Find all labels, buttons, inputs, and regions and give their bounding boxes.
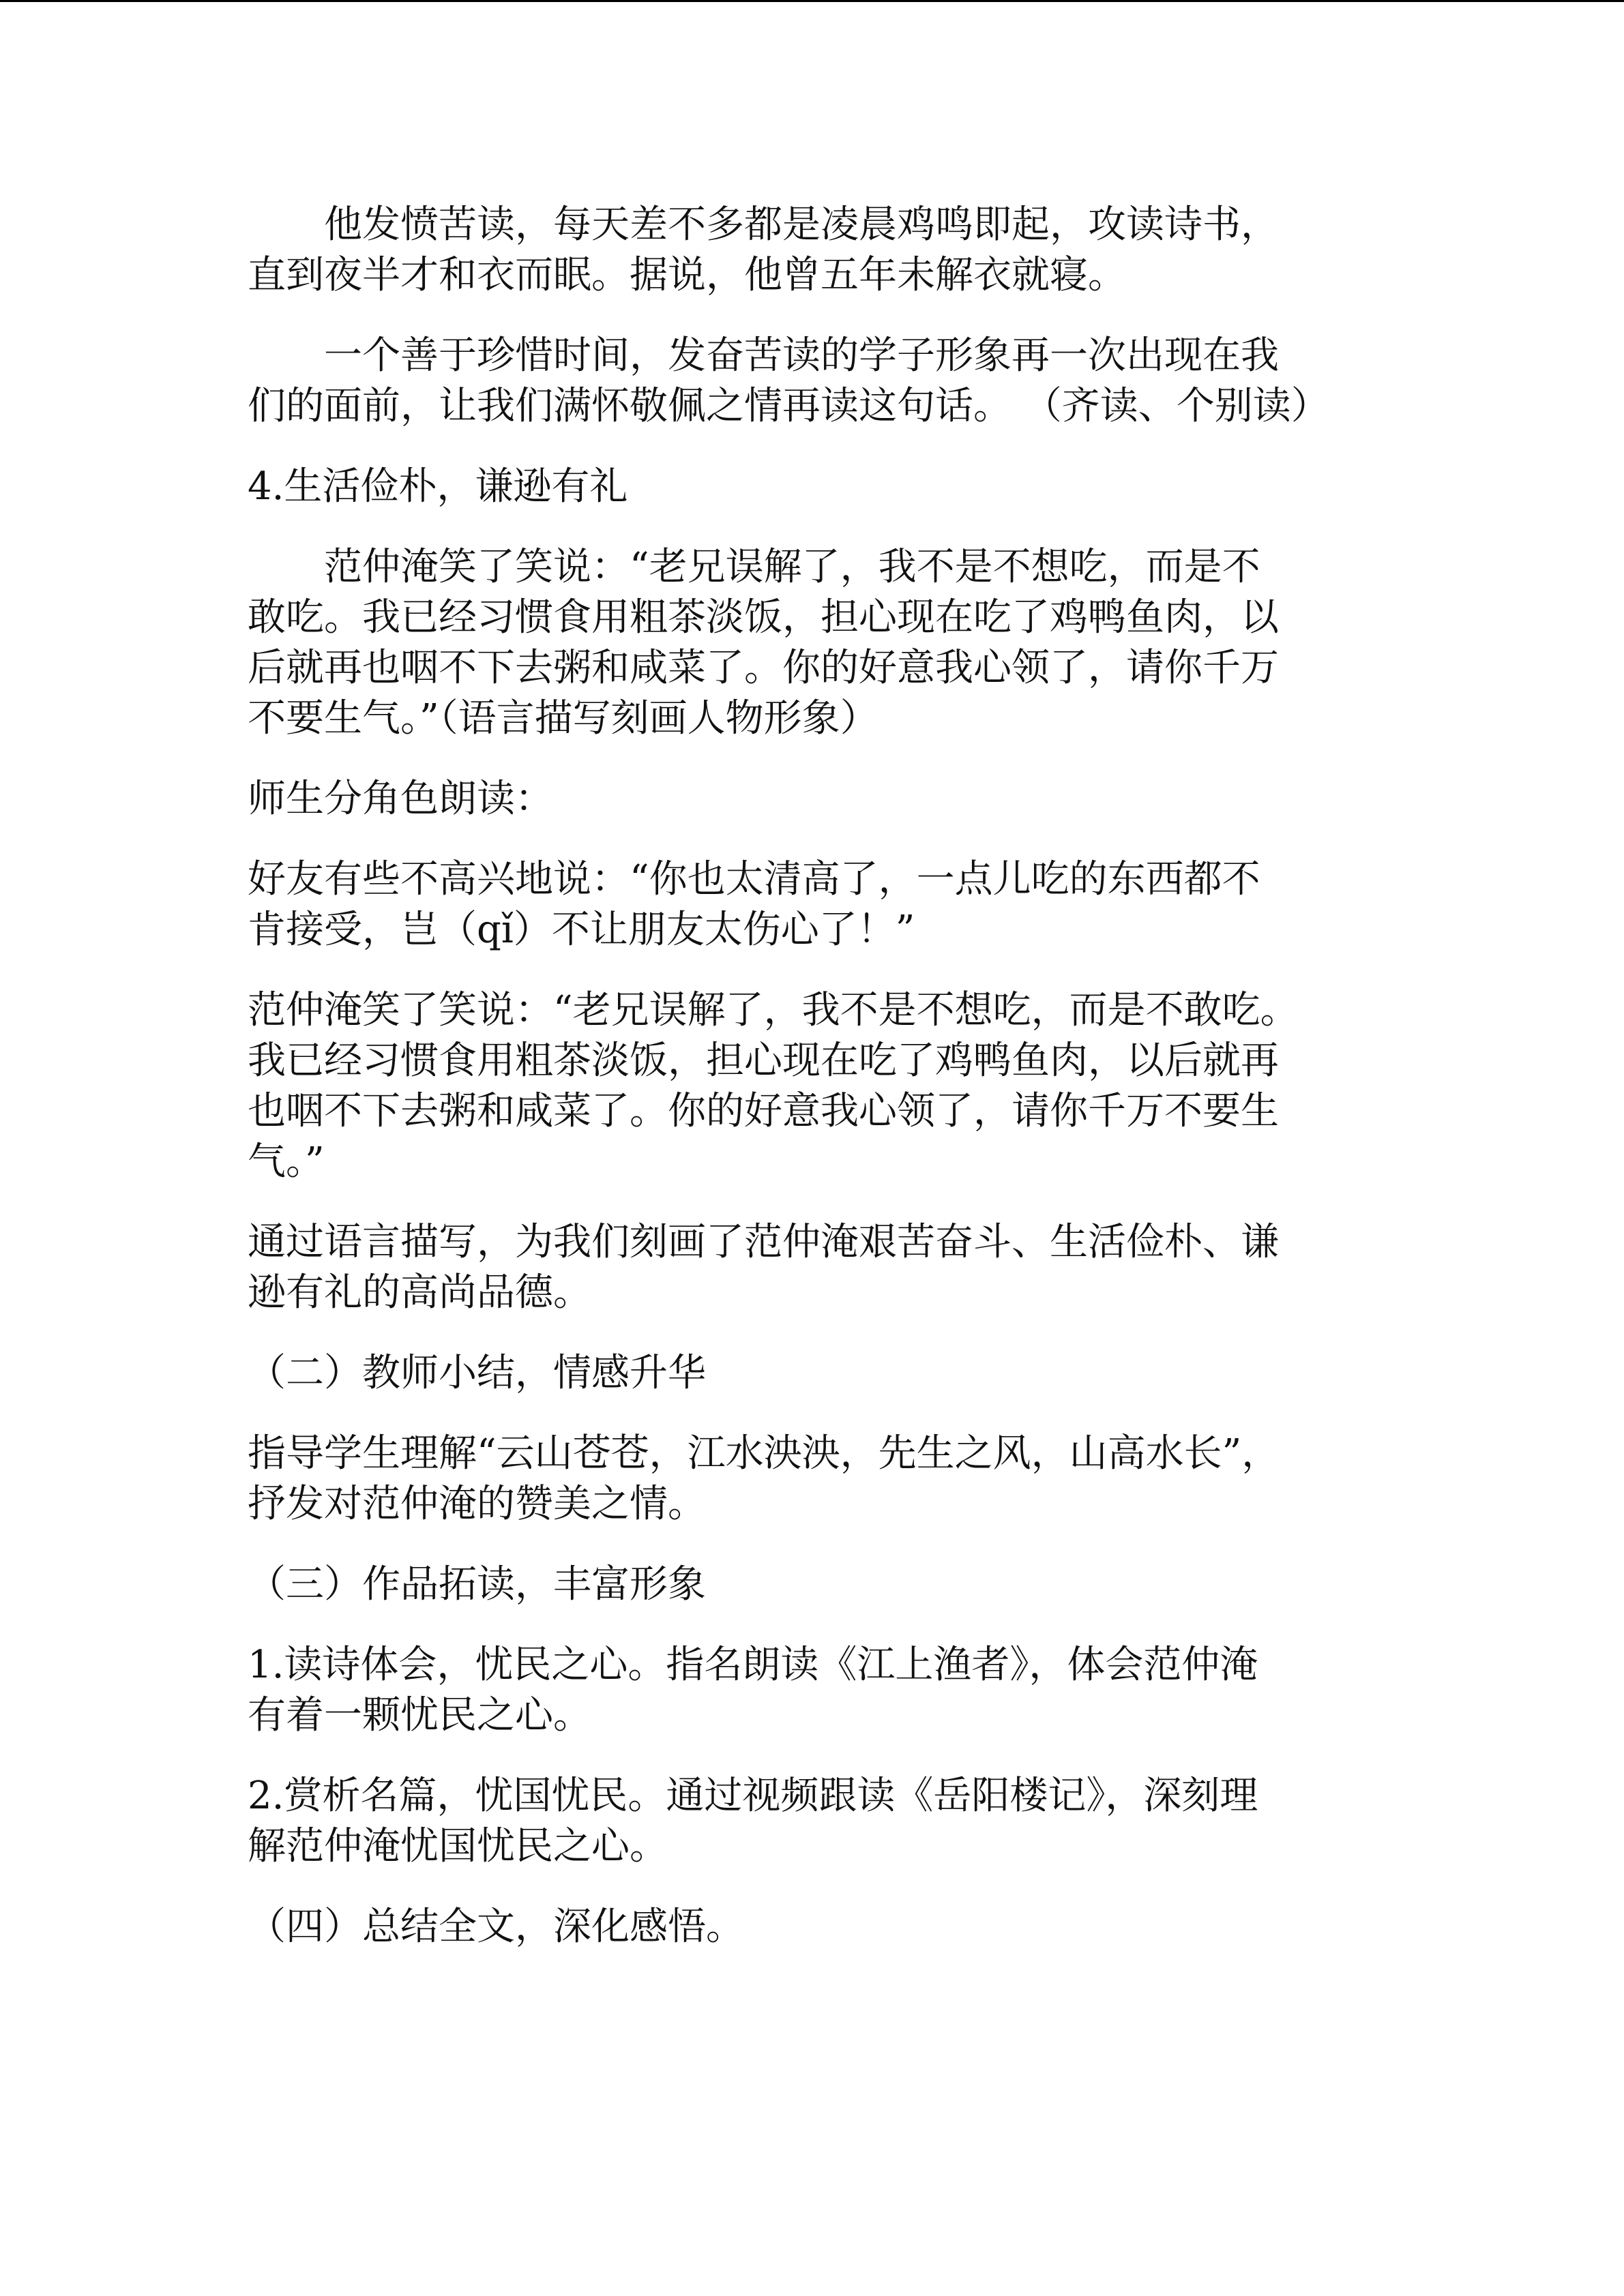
paragraph-fan-reply: 范仲淹笑了笑说：“老兄误解了，我不是不想吃，而是不 敢吃。我已经习惯食用粗茶淡饭，担心现在吃了鸡鸭鱼肉，以 后就再也咽不下去粥和咸菜了。你的好意我心领了，请你千万 不要生气。”（语言描写刻画人物形象） xyxy=(248,545,1279,741)
section-heading-frugal: 4.生活俭朴，谦逊有礼 xyxy=(248,464,628,509)
paragraph-study-hard: 他发愤苦读，每天差不多都是凌晨鸡鸣即起，攻读诗书， 直到夜半才和衣而眠。据说，他曾五年未解衣就寝。 xyxy=(248,203,1279,297)
document-body xyxy=(248,200,1393,1982)
paragraph-friend-says: 好友有些不高兴地说：“你也太清高了，一点儿吃的东西都不 肯接受，岂（qǐ）不让朋友太伤心了！” xyxy=(248,857,1260,952)
paragraph-fan-reply-repeat: 范仲淹笑了笑说：“老兄误解了，我不是不想吃，而是不敢吃。 我已经习惯食用粗茶淡饭，担心现在吃了鸡鸭鱼肉，以后就再 也咽不下去粥和咸菜了。你的好意我心领了，请你千万不要生 气。” xyxy=(248,988,1299,1184)
section-heading-conclusion: （四）总结全文，深化感悟。 xyxy=(248,1905,744,1949)
section-heading-extended-reading: （三）作品拓读，丰富形象 xyxy=(248,1562,706,1607)
paragraph-famous-essay: 2.赏析名篇，忧国忧民。通过视频跟读《岳阳楼记》，深刻理 解范仲淹忧国忧民之心。 xyxy=(248,1774,1258,1868)
paragraph-poem-reading: 1.读诗体会，忧民之心。指名朗读《江上渔者》，体会范仲淹 有着一颗忧民之心。 xyxy=(248,1643,1258,1738)
paragraph-role-reading: 师生分角色朗读： xyxy=(248,777,553,821)
paragraph-guide-understanding: 指导学生理解“云山苍苍，江水泱泱，先生之风，山高水长”， 抒发对范仲淹的赞美之情。 xyxy=(248,1431,1280,1526)
section-heading-teacher-summary: （二）教师小结，情感升华 xyxy=(248,1351,706,1395)
paragraph-scholar-image: 一个善于珍惜时间，发奋苦读的学子形象再一次出现在我 们的面前，让我们满怀敬佩之情再读这句话。 （齐读、个别读） xyxy=(248,333,1329,428)
paragraph-virtue-summary: 通过语言描写，为我们刻画了范仲淹艰苦奋斗、生活俭朴、谦 逊有礼的高尚品德。 xyxy=(248,1220,1279,1315)
